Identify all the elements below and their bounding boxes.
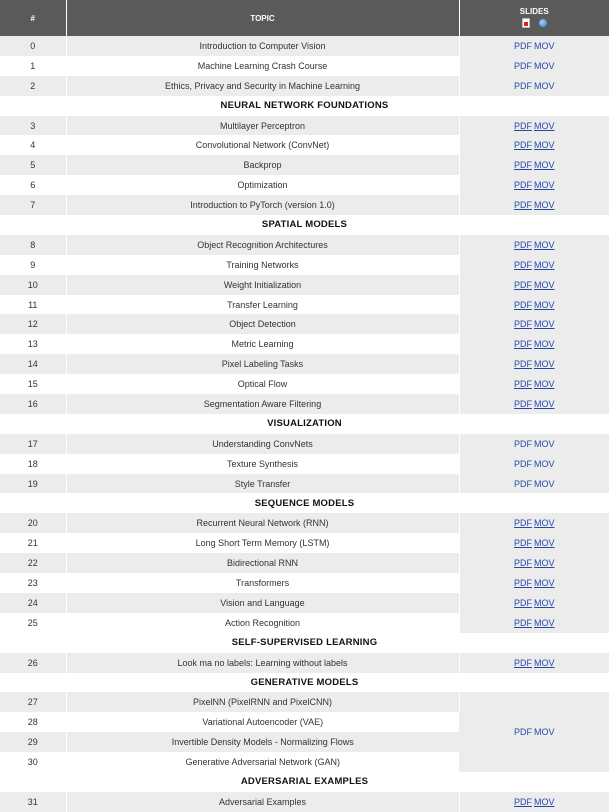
slides-cell bbox=[459, 792, 609, 812]
lecture-topic: Transformers bbox=[66, 573, 459, 593]
mov-link[interactable]: MOV bbox=[534, 180, 555, 190]
lecture-row bbox=[0, 653, 609, 673]
mov-link[interactable]: MOV bbox=[534, 538, 555, 548]
lecture-number: 6 bbox=[0, 175, 66, 195]
lecture-topic: Generative Adversarial Network (GAN) bbox=[66, 752, 459, 772]
pdf-link[interactable]: PDF bbox=[514, 518, 532, 528]
pdf-file-icon bbox=[522, 18, 530, 28]
lecture-number: 5 bbox=[0, 155, 66, 175]
pdf-link[interactable]: PDF bbox=[514, 439, 532, 449]
lecture-number: 26 bbox=[0, 653, 66, 673]
lecture-number: 19 bbox=[0, 474, 66, 494]
pdf-link[interactable]: PDF bbox=[514, 578, 532, 588]
section-title: SEQUENCE MODELS bbox=[0, 493, 609, 513]
lecture-row bbox=[0, 295, 609, 315]
lecture-row bbox=[0, 692, 609, 712]
lecture-row bbox=[0, 613, 609, 633]
slides-cell bbox=[459, 195, 609, 215]
pdf-link[interactable]: PDF bbox=[514, 359, 532, 369]
mov-link[interactable]: MOV bbox=[534, 260, 555, 270]
slides-cell bbox=[459, 653, 609, 673]
lecture-topic: Recurrent Neural Network (RNN) bbox=[66, 513, 459, 533]
slides-cell bbox=[459, 593, 609, 613]
lecture-number: 24 bbox=[0, 593, 66, 613]
lecture-topic: Transfer Learning bbox=[66, 295, 459, 315]
pdf-link[interactable]: PDF bbox=[514, 558, 532, 568]
pdf-link[interactable]: PDF bbox=[514, 479, 532, 489]
lecture-topic: Segmentation Aware Filtering bbox=[66, 394, 459, 414]
pdf-link[interactable]: PDF bbox=[514, 41, 532, 51]
lecture-number: 1 bbox=[0, 56, 66, 76]
pdf-link[interactable]: PDF bbox=[514, 538, 532, 548]
header-slides-label: SLIDES bbox=[460, 6, 609, 17]
slides-cell bbox=[459, 155, 609, 175]
lecture-row bbox=[0, 434, 609, 454]
lecture-row bbox=[0, 135, 609, 155]
slides-cell bbox=[459, 394, 609, 414]
pdf-link[interactable]: PDF bbox=[514, 379, 532, 389]
mov-link[interactable]: MOV bbox=[534, 61, 555, 71]
section-header-row bbox=[0, 493, 609, 513]
mov-link[interactable]: MOV bbox=[534, 399, 555, 409]
lecture-row bbox=[0, 394, 609, 414]
lecture-topic: Weight Initialization bbox=[66, 275, 459, 295]
lecture-number: 8 bbox=[0, 235, 66, 255]
lecture-number: 14 bbox=[0, 354, 66, 374]
lecture-topic: Texture Synthesis bbox=[66, 454, 459, 474]
lecture-number: 7 bbox=[0, 195, 66, 215]
slides-cell bbox=[459, 513, 609, 533]
lecture-number: 28 bbox=[0, 712, 66, 732]
lecture-number: 13 bbox=[0, 334, 66, 354]
pdf-link[interactable]: PDF bbox=[514, 81, 532, 91]
section-title: VISUALIZATION bbox=[0, 414, 609, 434]
slides-cell bbox=[459, 135, 609, 155]
slides-cell bbox=[459, 613, 609, 633]
pdf-link[interactable]: PDF bbox=[514, 618, 532, 628]
mov-link[interactable]: MOV bbox=[534, 727, 555, 737]
mov-link[interactable]: MOV bbox=[534, 439, 555, 449]
mov-link[interactable]: MOV bbox=[534, 359, 555, 369]
lecture-number: 25 bbox=[0, 613, 66, 633]
lecture-topic: Metric Learning bbox=[66, 334, 459, 354]
mov-link[interactable]: MOV bbox=[534, 578, 555, 588]
slides-cell bbox=[459, 116, 609, 136]
mov-link[interactable]: MOV bbox=[534, 459, 555, 469]
mov-link[interactable]: MOV bbox=[534, 200, 555, 210]
pdf-link[interactable]: PDF bbox=[514, 280, 532, 290]
lecture-number: 0 bbox=[0, 36, 66, 56]
slides-cell bbox=[459, 553, 609, 573]
pdf-link[interactable]: PDF bbox=[514, 598, 532, 608]
section-title: ADVERSARIAL EXAMPLES bbox=[0, 772, 609, 792]
slides-cell bbox=[459, 56, 609, 76]
pdf-link[interactable]: PDF bbox=[514, 140, 532, 150]
lecture-row bbox=[0, 792, 609, 812]
lecture-number: 22 bbox=[0, 553, 66, 573]
pdf-link[interactable]: PDF bbox=[514, 121, 532, 131]
section-header-row bbox=[0, 96, 609, 116]
lecture-number: 4 bbox=[0, 135, 66, 155]
lecture-number: 10 bbox=[0, 275, 66, 295]
lecture-number: 20 bbox=[0, 513, 66, 533]
mov-link[interactable]: MOV bbox=[534, 280, 555, 290]
pdf-link[interactable]: PDF bbox=[514, 727, 532, 737]
lecture-number: 12 bbox=[0, 314, 66, 334]
lecture-number: 15 bbox=[0, 374, 66, 394]
lecture-row bbox=[0, 533, 609, 553]
lecture-row bbox=[0, 36, 609, 56]
mov-link[interactable]: MOV bbox=[534, 479, 555, 489]
header-num: # bbox=[0, 0, 66, 36]
lecture-row bbox=[0, 275, 609, 295]
pdf-link[interactable]: PDF bbox=[514, 180, 532, 190]
mov-link[interactable]: MOV bbox=[534, 319, 555, 329]
lecture-topic: Object Detection bbox=[66, 314, 459, 334]
lecture-topic: Style Transfer bbox=[66, 474, 459, 494]
lecture-row bbox=[0, 235, 609, 255]
header-slides bbox=[459, 0, 609, 36]
lecture-topic: Variational Autoencoder (VAE) bbox=[66, 712, 459, 732]
table-header-row bbox=[0, 0, 609, 36]
lecture-topic: Object Recognition Architectures bbox=[66, 235, 459, 255]
mov-link[interactable]: MOV bbox=[534, 598, 555, 608]
mov-link[interactable]: MOV bbox=[534, 558, 555, 568]
mov-link[interactable]: MOV bbox=[534, 81, 555, 91]
section-title: SELF-SUPERVISED LEARNING bbox=[0, 633, 609, 653]
lecture-row bbox=[0, 553, 609, 573]
lecture-topic: Convolutional Network (ConvNet) bbox=[66, 135, 459, 155]
pdf-link[interactable]: PDF bbox=[514, 300, 532, 310]
pdf-link[interactable]: PDF bbox=[514, 339, 532, 349]
lecture-topic: Training Networks bbox=[66, 255, 459, 275]
lecture-row bbox=[0, 354, 609, 374]
mov-link[interactable]: MOV bbox=[534, 240, 555, 250]
lecture-topic: Action Recognition bbox=[66, 613, 459, 633]
section-header-row bbox=[0, 772, 609, 792]
lecture-number: 11 bbox=[0, 295, 66, 315]
lecture-topic: Optimization bbox=[66, 175, 459, 195]
mov-link[interactable]: MOV bbox=[534, 658, 555, 668]
mov-link[interactable]: MOV bbox=[534, 518, 555, 528]
table-body bbox=[0, 36, 609, 812]
lecture-topic: Bidirectional RNN bbox=[66, 553, 459, 573]
lecture-number: 3 bbox=[0, 116, 66, 136]
lecture-number: 31 bbox=[0, 792, 66, 812]
slides-cell bbox=[459, 334, 609, 354]
lecture-row bbox=[0, 454, 609, 474]
lecture-topic: Invertible Density Models - Normalizing Flows bbox=[66, 732, 459, 752]
lecture-number: 27 bbox=[0, 692, 66, 712]
slides-cell bbox=[459, 36, 609, 56]
lecture-topic: Pixel Labeling Tasks bbox=[66, 354, 459, 374]
pdf-link[interactable]: PDF bbox=[514, 160, 532, 170]
section-header-row bbox=[0, 414, 609, 434]
lecture-topic: PixelNN (PixelRNN and PixelCNN) bbox=[66, 692, 459, 712]
slides-cell bbox=[459, 275, 609, 295]
lecture-number: 16 bbox=[0, 394, 66, 414]
lecture-number: 2 bbox=[0, 76, 66, 96]
pdf-link[interactable]: PDF bbox=[514, 240, 532, 250]
pdf-link[interactable]: PDF bbox=[514, 459, 532, 469]
lecture-row bbox=[0, 573, 609, 593]
pdf-link[interactable]: PDF bbox=[514, 399, 532, 409]
lecture-number: 17 bbox=[0, 434, 66, 454]
lecture-topic: Look ma no labels: Learning without labels bbox=[66, 653, 459, 673]
slides-cell bbox=[459, 255, 609, 275]
quicktime-icon bbox=[539, 19, 547, 27]
pdf-link[interactable]: PDF bbox=[514, 61, 532, 71]
slides-cell bbox=[459, 533, 609, 553]
section-header-row bbox=[0, 673, 609, 693]
lecture-number: 30 bbox=[0, 752, 66, 772]
lecture-topic: Long Short Term Memory (LSTM) bbox=[66, 533, 459, 553]
mov-link[interactable]: MOV bbox=[534, 300, 555, 310]
lecture-topic: Ethics, Privacy and Security in Machine Learning bbox=[66, 76, 459, 96]
lecture-row bbox=[0, 175, 609, 195]
header-topic: TOPIC bbox=[66, 0, 459, 36]
section-header-row bbox=[0, 215, 609, 235]
lecture-number: 9 bbox=[0, 255, 66, 275]
section-header-row bbox=[0, 633, 609, 653]
mov-link[interactable]: MOV bbox=[534, 160, 555, 170]
lecture-number: 21 bbox=[0, 533, 66, 553]
mov-link[interactable]: MOV bbox=[534, 379, 555, 389]
lecture-topic: Multilayer Perceptron bbox=[66, 116, 459, 136]
lecture-row bbox=[0, 474, 609, 494]
lecture-topic: Adversarial Examples bbox=[66, 792, 459, 812]
section-title: SPATIAL MODELS bbox=[0, 215, 609, 235]
slides-cell bbox=[459, 573, 609, 593]
lecture-topic: Vision and Language bbox=[66, 593, 459, 613]
pdf-link[interactable]: PDF bbox=[514, 319, 532, 329]
lecture-topic: Machine Learning Crash Course bbox=[66, 56, 459, 76]
lecture-row bbox=[0, 334, 609, 354]
slides-cell bbox=[459, 175, 609, 195]
mov-link[interactable]: MOV bbox=[534, 797, 555, 807]
mov-link[interactable]: MOV bbox=[534, 41, 555, 51]
section-title: NEURAL NETWORK FOUNDATIONS bbox=[0, 96, 609, 116]
lecture-number: 29 bbox=[0, 732, 66, 752]
slides-cell bbox=[459, 295, 609, 315]
lecture-topic: Understanding ConvNets bbox=[66, 434, 459, 454]
slides-cell bbox=[459, 454, 609, 474]
mov-link[interactable]: MOV bbox=[534, 121, 555, 131]
lecture-row bbox=[0, 513, 609, 533]
lecture-number: 18 bbox=[0, 454, 66, 474]
lecture-row bbox=[0, 314, 609, 334]
pdf-link[interactable]: PDF bbox=[514, 797, 532, 807]
pdf-link[interactable]: PDF bbox=[514, 658, 532, 668]
slides-cell bbox=[459, 692, 609, 772]
lecture-row bbox=[0, 195, 609, 215]
slides-cell bbox=[459, 235, 609, 255]
lecture-topic: Introduction to Computer Vision bbox=[66, 36, 459, 56]
mov-link[interactable]: MOV bbox=[534, 618, 555, 628]
lecture-row bbox=[0, 76, 609, 96]
slides-cell bbox=[459, 76, 609, 96]
mov-link[interactable]: MOV bbox=[534, 140, 555, 150]
lecture-number: 23 bbox=[0, 573, 66, 593]
slides-cell bbox=[459, 474, 609, 494]
lecture-row bbox=[0, 593, 609, 613]
slides-cell bbox=[459, 354, 609, 374]
lecture-row bbox=[0, 56, 609, 76]
lecture-row bbox=[0, 255, 609, 275]
pdf-link[interactable]: PDF bbox=[514, 260, 532, 270]
slides-cell bbox=[459, 434, 609, 454]
lecture-row bbox=[0, 116, 609, 136]
slides-cell bbox=[459, 374, 609, 394]
lecture-topic: Optical Flow bbox=[66, 374, 459, 394]
pdf-link[interactable]: PDF bbox=[514, 200, 532, 210]
lecture-row bbox=[0, 374, 609, 394]
mov-link[interactable]: MOV bbox=[534, 339, 555, 349]
slides-cell bbox=[459, 314, 609, 334]
lecture-row bbox=[0, 155, 609, 175]
section-title: GENERATIVE MODELS bbox=[0, 673, 609, 693]
lecture-topic: Backprop bbox=[66, 155, 459, 175]
lecture-topic: Introduction to PyTorch (version 1.0) bbox=[66, 195, 459, 215]
